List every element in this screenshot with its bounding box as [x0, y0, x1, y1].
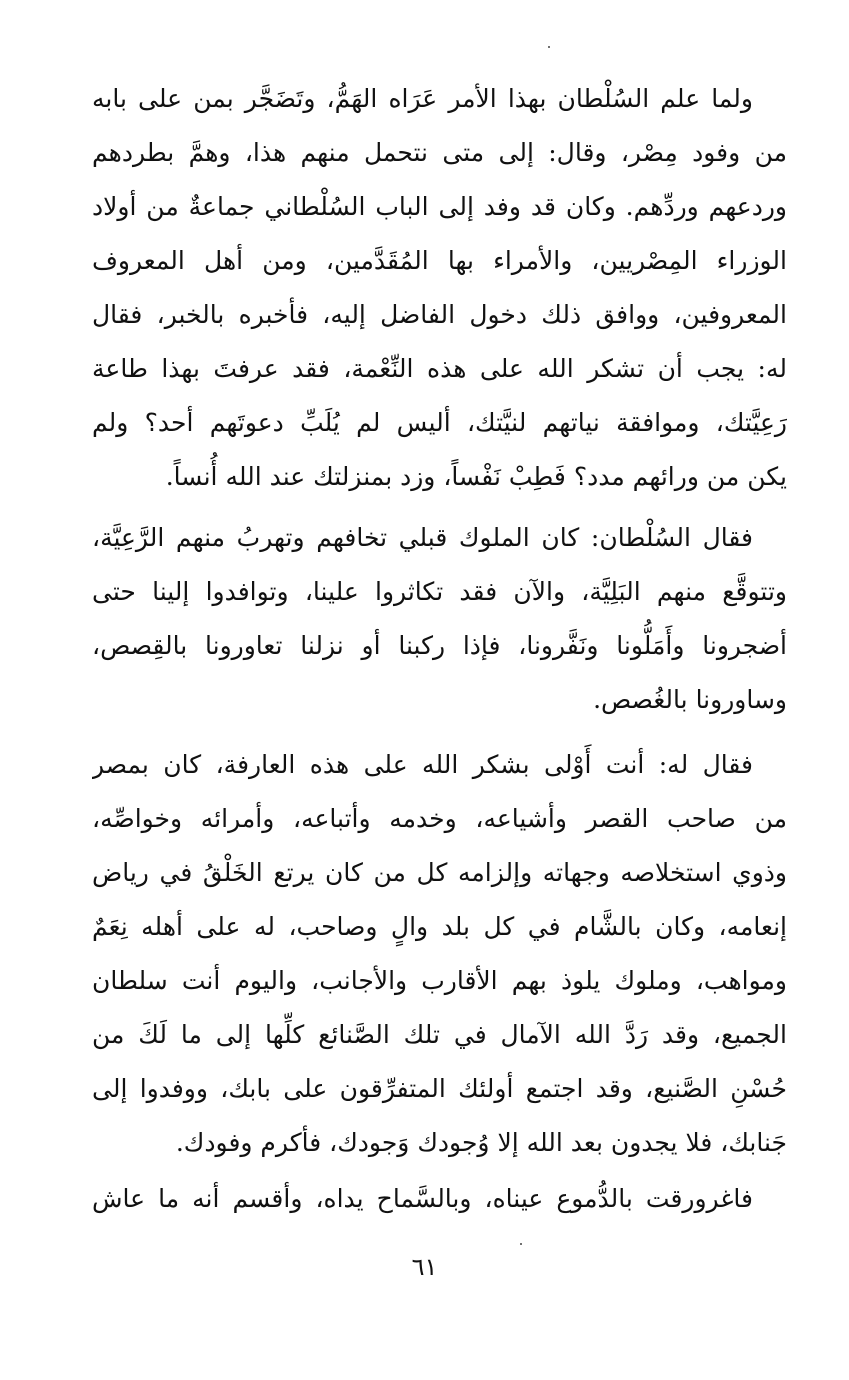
paragraph-line: يكن من ورائهم مدد؟ فَطِبْ نَفْساً، وزد بمنزلتك عند الله أُنساً. — [165, 462, 787, 491]
paragraph-line: فاغرورقت بالدُّموع عيناه، وبالسَّماح يداه، وأقسم أنه ما عاش — [92, 1184, 753, 1213]
paragraph-line: إنعامه، وكان بالشَّام في كل بلد والٍ وصاحب، له على أهله نِعَمٌ — [92, 912, 787, 941]
paragraph-line: له: يجب أن تشكر الله على هذه النِّعْمة، فقد عرفتَ بهذا طاعة — [92, 354, 787, 383]
paragraph-line: حُسْنِ الصَّنيع، وقد اجتمع أولئك المتفرِّقون على بابك، ووفدوا إلى — [92, 1074, 787, 1103]
paragraph-line: ومواهب، وملوك يلوذ بهم الأقارب والأجانب، واليوم أنت سلطان — [92, 966, 787, 995]
paragraph-line: من وفود مِصْر، وقال: إلى متى نتحمل منهم هذا، وهمَّ بطردهم — [92, 138, 787, 167]
scan-speck — [548, 46, 550, 48]
paragraph-1 — [92, 72, 787, 504]
paragraph-line: ولما علم السُلْطان بهذا الأمر عَرَاه الهَمُّ، وتَضَجَّر بمن على بابه — [92, 84, 753, 113]
page-number: ٦١ — [411, 1253, 438, 1281]
paragraph-line: فقال السُلْطان: كان الملوك قبلي تخافهم وتهربُ منهم الرَّعِيَّة، — [92, 523, 753, 552]
paragraph-line: فقال له: أنت أَوْلى بشكر الله على هذه العارفة، كان بمصر — [92, 750, 753, 779]
paragraph-line: من صاحب القصر وأشياعه، وخدمه وأتباعه، وأمرائه وخواصِّه، — [92, 804, 787, 833]
paragraph-line: جَنابك، فلا يجدون بعد الله إلا وُجودك وَجودك، فأكرم وفودك. — [175, 1128, 787, 1157]
paragraph-line: أضجرونا وأَمَلُّونا ونَفَّرونا، فإذا ركبنا أو نزلنا تعاورونا بالقِصص، — [92, 631, 787, 660]
paragraph-2 — [92, 511, 787, 727]
paragraph-line: الوزراء المِصْريين، والأمراء بها المُقَدَّمين، ومن أهل المعروف — [92, 246, 787, 275]
paragraph-line: وردعهم وردِّهم. وكان قد وفد إلى الباب السُلْطاني جماعةٌ من أولاد — [92, 192, 787, 221]
paragraph-line: وذوي استخلاصه وجهاته وإلزامه كل من كان يرتع الخَلْقُ في رياض — [92, 858, 787, 887]
paragraph-4 — [92, 1172, 787, 1226]
paragraph-line: المعروفين، ووافق ذلك دخول الفاضل إليه، فأخبره بالخبر، فقال — [92, 300, 787, 329]
paragraph-line: وتتوقَّع منهم البَلِيَّة، والآن فقد تكاثروا علينا، وتوافدوا إلينا حتى — [92, 577, 787, 606]
scan-speck — [520, 1243, 522, 1245]
paragraph-line: رَعِيَّتك، وموافقة نياتهم لنيَّتك، أليس لم يُلَبِّ دعوتَهم أحد؟ ولم — [92, 408, 787, 437]
paragraph-line: وساورونا بالغُصص. — [593, 685, 787, 714]
paragraph-line: الجميع، وقد رَدَّ الله الآمال في تلك الصَّنائع كلِّها إلى ما لَكَ من — [92, 1020, 787, 1049]
paragraph-3 — [92, 738, 787, 1170]
